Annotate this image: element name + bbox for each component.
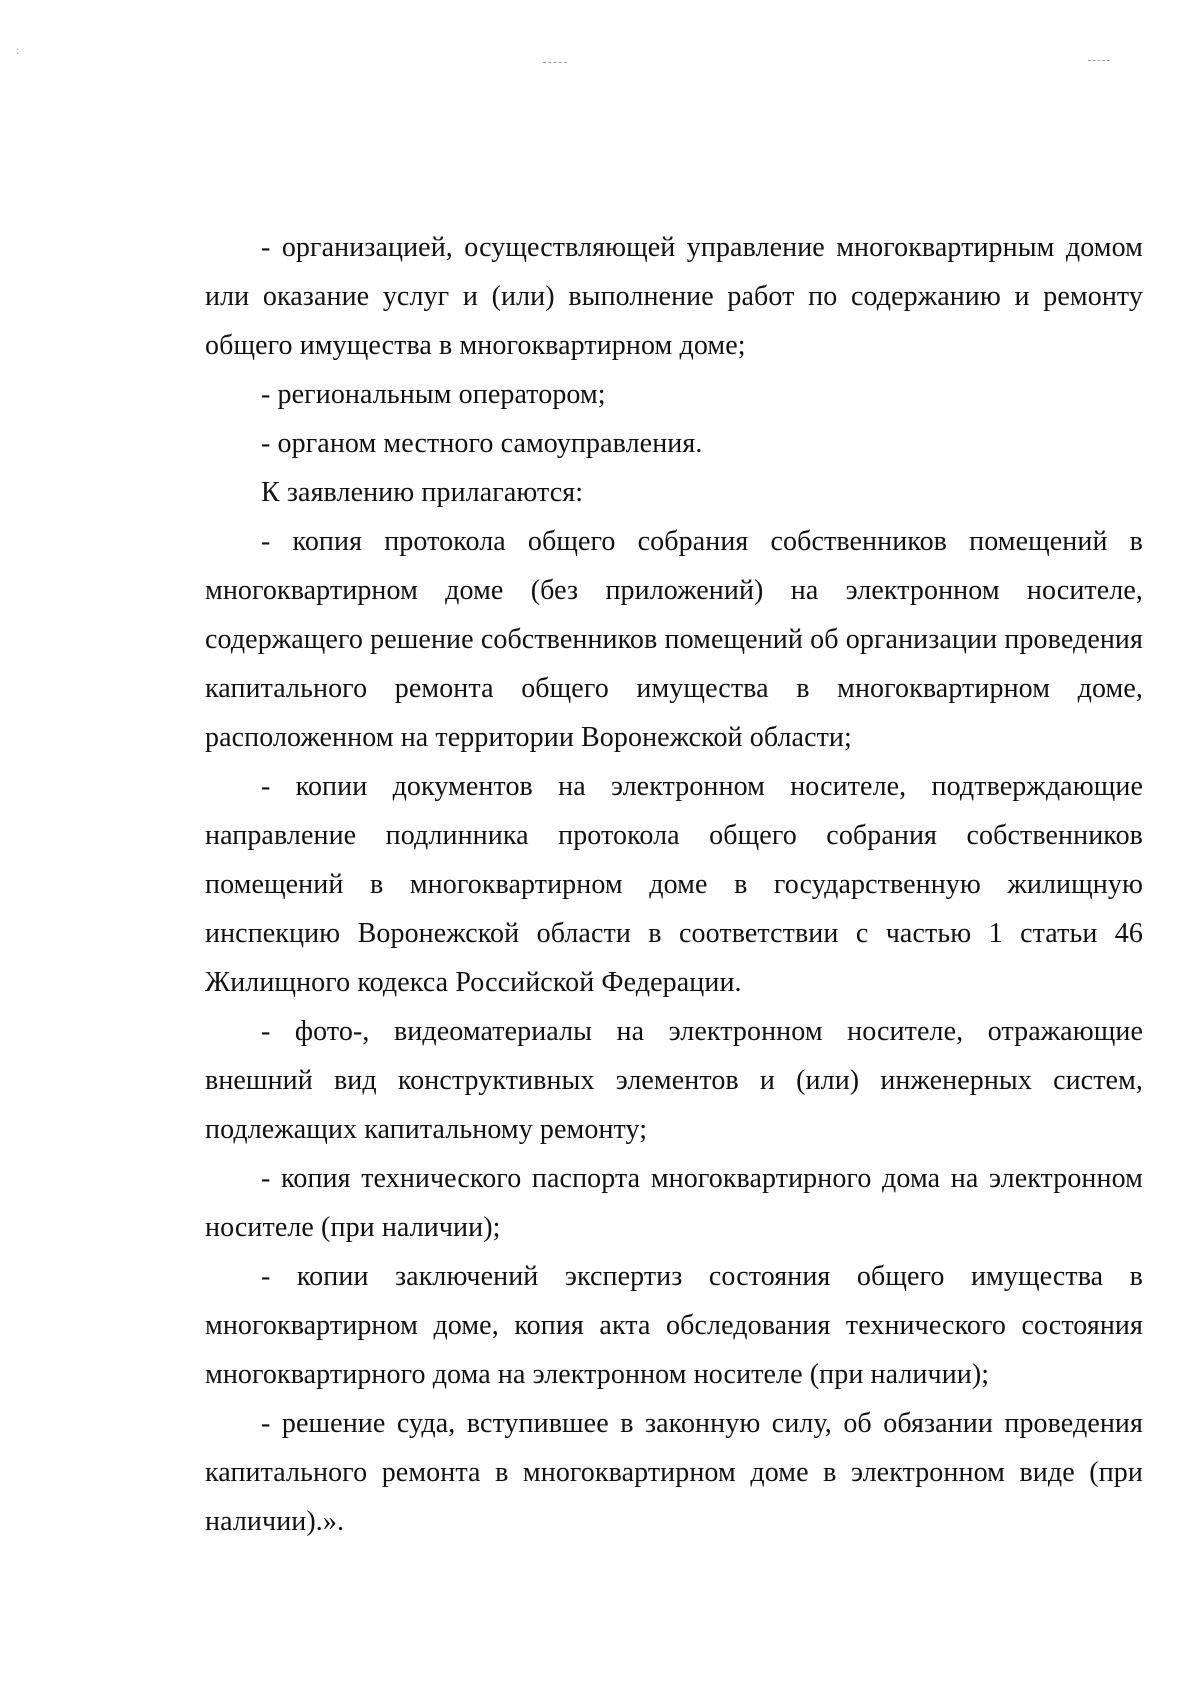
document-body <box>205 223 1143 1546</box>
paragraph-management-organization: - организацией, осуществляющей управление многоквартирным домом или оказание услуг и (или) выполнение работ по содержанию и ремонту общего имущества в многоквартирном доме; <box>205 232 1143 361</box>
paragraph-local-government: - органом местного самоуправления. <box>261 428 703 459</box>
paragraph-technical-passport: - копия технического паспорта многоквартирного дома на электронном носителе (при наличии); <box>205 1163 1143 1243</box>
scan-artifact-center <box>543 58 567 63</box>
paragraph-attachments-heading: К заявлению прилагаются: <box>261 477 584 508</box>
paragraph-court-decision: - решение суда, вступившее в законную силу, об обязании проведения капитального ремонта в многоквартирном доме в электронном виде (при наличии).». <box>205 1408 1143 1537</box>
paragraph-expertise-conclusions: - копии заключений экспертиз состояния общего имущества в многоквартирном доме, копия акта обследования технического состояния многоквартирного дома на электронном носителе (при наличии); <box>205 1261 1143 1390</box>
scan-artifact-left: : <box>16 43 20 57</box>
paragraph-protocol-copy: - копия протокола общего собрания собственников помещений в многоквартирном доме (без приложений) на электронном носителе, содержащего решение собственников помещений об организации проведения капитального ремонта общего имущества в многоквартирном доме, расположенном на территории Воронежской области; <box>205 526 1143 753</box>
scan-artifact-right <box>1088 52 1110 61</box>
paragraph-regional-operator: - региональным оператором; <box>261 379 606 410</box>
paragraph-photo-video-materials: - фото-, видеоматериалы на электронном носителе, отражающие внешний вид конструктивных элементов и (или) инженерных систем, подлежащих капитальному ремонту; <box>205 1016 1143 1145</box>
paragraph-protocol-delivery-documents: - копии документов на электронном носителе, подтверждающие направление подлинника протокола общего собрания собственников помещений в многоквартирном доме в государственную жилищную инспекцию Воронежской области в соответствии с частью 1 статьи 46 Жилищного кодекса Российской Федерации. <box>205 771 1143 998</box>
